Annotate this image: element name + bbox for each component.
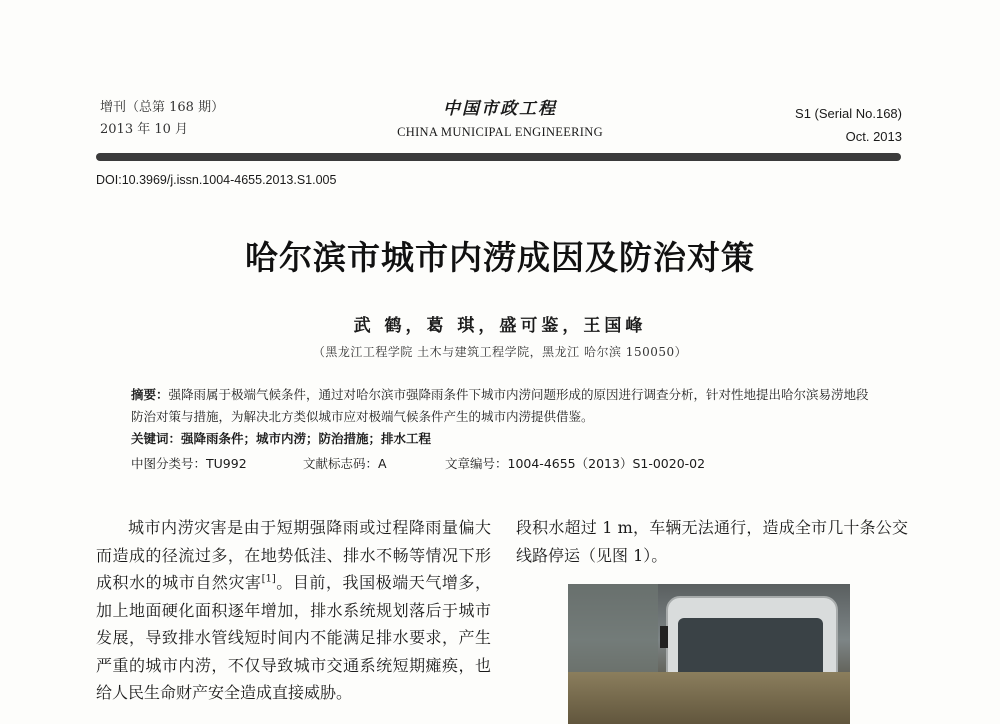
photo-trees xyxy=(568,584,658,674)
reference-mark[interactable]: [1] xyxy=(261,573,276,585)
issue-info xyxy=(100,97,224,141)
keywords-text: 强降雨条件；城市内涝；防治措施；排水工程 xyxy=(181,431,432,446)
issue-date: 2013 年 10 月 xyxy=(100,122,189,137)
keywords-label: 关键词： xyxy=(131,431,182,446)
document-code: 文献标志码：A xyxy=(303,456,387,471)
body-text-part1: 城市内涝灾害是由于短期强降雨或过程降雨量偏大而造成的径流过多，在地势低洼、排水不畅等情况下形成积水的城市自然灾害 xyxy=(96,518,491,592)
figure-1-photo xyxy=(568,584,850,724)
abstract xyxy=(131,384,871,428)
journal-name-en: CHINA MUNICIPAL ENGINEERING xyxy=(397,125,603,139)
body-text-part2: 。目前，我国极端天气增多，加上地面硬化面积逐年增加，排水系统规划落后于城市发展，导致排水管线短时间内不能满足排水要求，产生严重的城市内涝，不仅导致城市交通系统短期瘫痪，也给人民生命财产安全造成直接威胁。 xyxy=(96,573,491,702)
article-number: 文章编号：1004-4655（2013）S1-0020-02 xyxy=(445,456,706,471)
article-title: 哈尔滨市城市内涝成因及防治对策 xyxy=(245,238,755,277)
photo-floodwater xyxy=(568,672,850,724)
authors: 武 鹤，葛 琪，盛可鉴，王国峰 xyxy=(353,316,647,336)
journal-name-cn: 中国市政工程 xyxy=(443,99,557,119)
abstract-text: 强降雨属于极端气候条件，通过对哈尔滨市强降雨条件下城市内涝问题形成的原因进行调查分析，针对性地提出哈尔滨易涝地段防治对策与措施，为解决北方类似城市应对极端气候条件产生的城市内涝提供借鉴。 xyxy=(131,387,869,424)
body-column-right xyxy=(516,514,908,569)
serial-number: S1 (Serial No.168) xyxy=(795,106,902,121)
header-rule xyxy=(96,153,901,161)
clc-number: 中图分类号：TU992 xyxy=(131,456,247,471)
abstract-label: 摘要： xyxy=(131,387,169,402)
issue-number: 增刊（总第 168 期） xyxy=(100,100,225,115)
photo-bus-mirror xyxy=(660,626,668,648)
issue-date-en: Oct. 2013 xyxy=(845,129,902,144)
affiliation: （黑龙江工程学院 土木与建筑工程学院，黑龙江 哈尔滨 150050） xyxy=(312,345,688,359)
serial-info xyxy=(795,102,902,148)
abstract-block xyxy=(131,384,871,450)
doi[interactable]: DOI:10.3969/j.issn.1004-4655.2013.S1.005 xyxy=(96,173,337,187)
keywords xyxy=(131,428,871,450)
body-text-right: 段积水超过 1 m，车辆无法通行，造成全市几十条公交线路停运（见图 1）。 xyxy=(516,518,908,565)
body-column-left xyxy=(96,514,491,707)
journal-masthead xyxy=(300,94,700,140)
